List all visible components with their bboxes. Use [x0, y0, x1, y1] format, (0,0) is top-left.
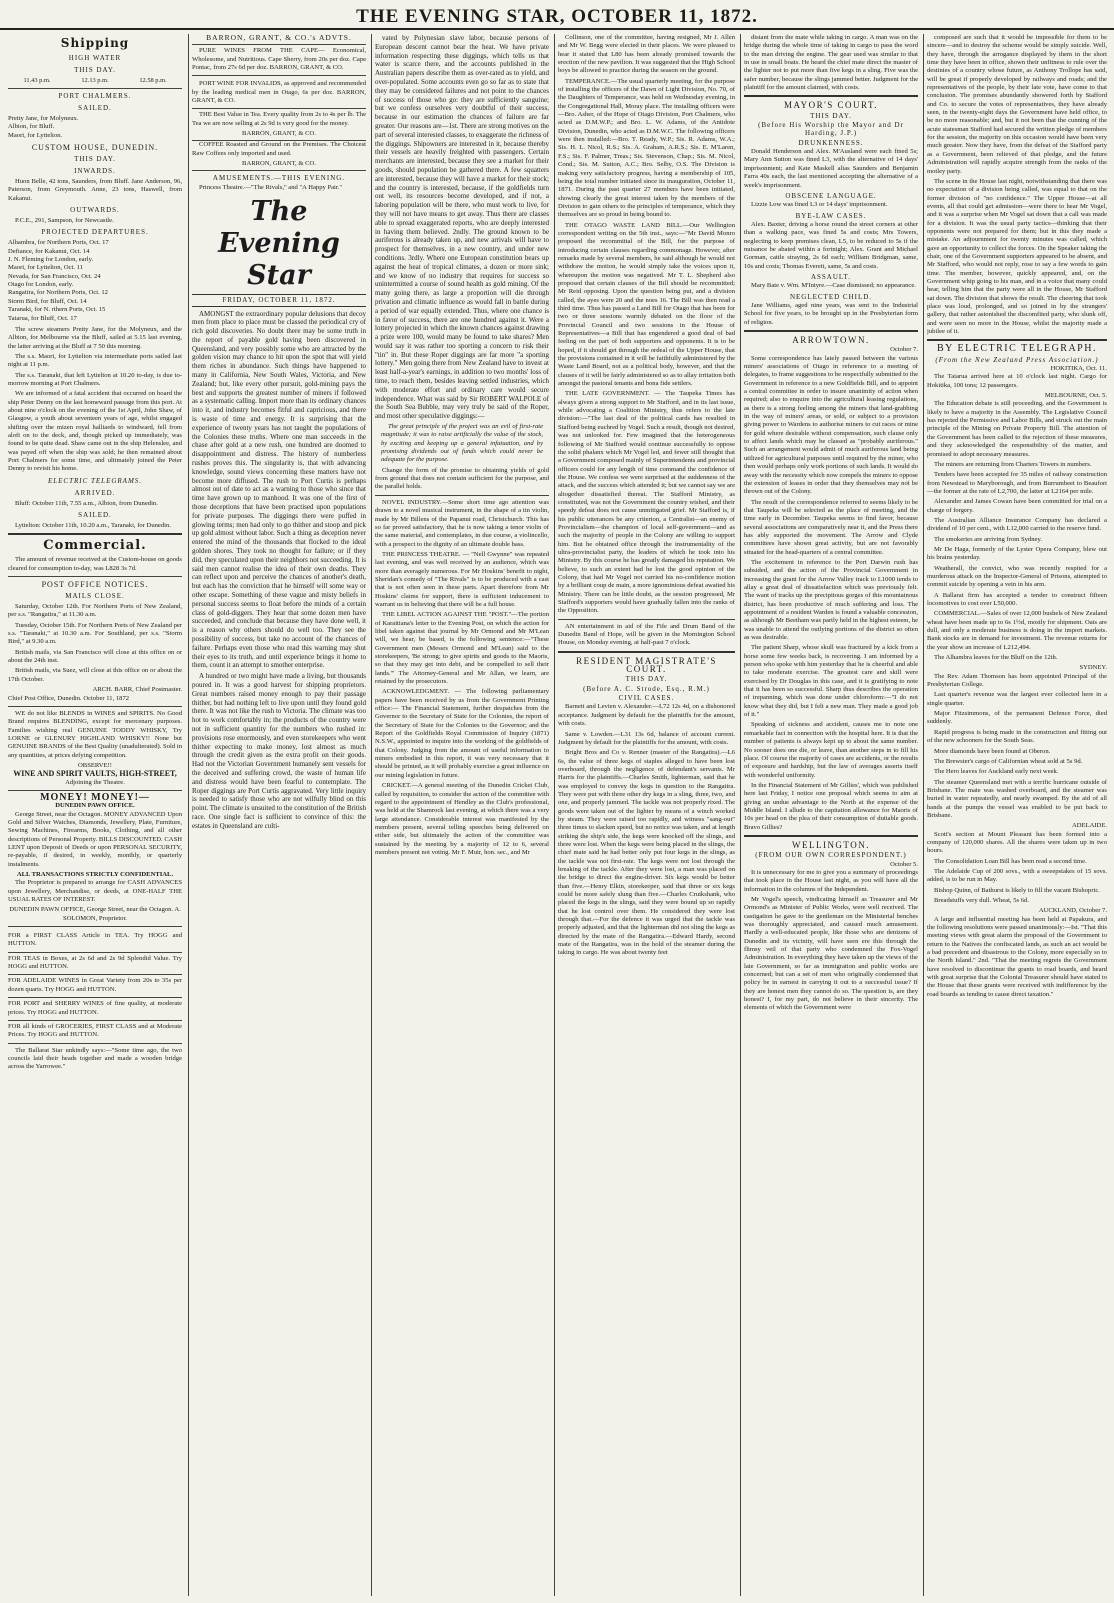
commercial-heading: Commercial. — [43, 538, 147, 554]
telegram-paragraph: The Consolidation Loan Bill has been read a second time. — [934, 857, 1087, 865]
correspondence-paragraph: It is unnecessary for me to give you a summary of proceedings that took place in the House last night, as you will have all the information in the columns of the Independent. — [744, 868, 918, 893]
dateline-auckland: AUCKLAND, October 7. — [1038, 907, 1107, 915]
hogg-hutton-advert: FOR PORT and SHERRY WINES of fine quality, at moderate prices. Try HOGG and HUTTON. — [8, 998, 182, 1021]
bye-law-label: BYE-LAW CASES. — [795, 211, 867, 220]
telegram-paragraph: Major Fitzsimmons, of the permanent Defence Force, died suddenly. — [927, 710, 1107, 726]
shipping-paragraph: The screw steamers Pretty Jane, for the Molyneux, and the Albion, for Melbourne via the Bluff, sailed at 5.15 last evening, the latter arriving at the Bluff at 7 50 this morning. — [8, 325, 182, 350]
sailed-label: SAILED. — [78, 511, 112, 520]
confidential-label: ALL TRANSACTIONS STRICTLY CONFIDENTIAL. — [16, 871, 174, 879]
column-rule — [554, 34, 555, 1596]
custom-house-heading: CUSTOM HOUSE, DUNEDIN. — [31, 143, 159, 153]
correspondence-paragraph: The scene in the House last night, notwithstanding that there was no expectation of a division being called, was equal to that on the former division of "no confidence." The Upper House—at all events, all that could get admission—were there to hear Mr Vogel, and it was a surprise when Mr Vogel sat down that a call was made for a division. It was the usual party tactics—thinking that their opponents were not prepared for them; but in this they made a mistake. An adjournment for twenty minutes was called, which gave an opportunity to collect the forces. On the Speaker taking the chair, one of the Government supporters appeared to be absent, and Mr Stafford, who would not reply, rose to say a few words to gain time. The member, however, quickly appeared, and, on the Government whip going to his man, and in a voice that many could hear, telling him that the party were all in the House, Mr Stafford sat down. The division that shows the result. The cheering that took place was loud, prolonged, and so joined in by the strangers' gallery, that rather astonished the discomfited party, who slunk off, and were seen no more in the House, whilst the majority made a jubilee of it. — [927, 177, 1107, 336]
telegram-paragraph: The Education debate is still proceeding, and the Government is likely to have a majority in the Assembly. The Legislative Council has rejected the Permissive and Labor Bills, and struck out the main principle of the Mining on Private Property Bill. The attention of the Government has been called to the rejection of these measures, and they acknowledged the responsibility of the matter, and promised to adopt necessary measures. — [927, 400, 1107, 458]
inwards-text: Huon Belle, 42 tons, Saunders, from Bluff. Jane Anderson, 96, Paterson, from Greymouth. Anne, 23 tons, Haswell, from Kakanui. — [8, 178, 182, 202]
departure-line: Otago for London, early. — [8, 281, 74, 289]
telegram-paragraph: The Australian Alliance Insurance Company has declared a dividend of 10 per cent., with L12,000 carried to the reserve fund. — [927, 516, 1107, 533]
tea-advert: THE Best Value in Tea. Every quality from 2s to 4s per lb. The Tea we are now selling at 2s 9d is very good for the money. — [192, 111, 366, 127]
departure-line: Rangatira, for Northern Ports, Oct. 12 — [8, 289, 108, 297]
commercial-text: The amount of revenue received at the Custom-house on goods cleared for consumption to-day, was L828 3s 7d. — [8, 556, 182, 572]
correspondence-paragraph: Mr Vogel's speech, vindicating himself as Treasurer and Mr Ormond's as Minister of Public Works, were well received. The castigation he gave to the gentleman on the Ministerial benches was thoroughly appreciated, and caused much amusement. Hardly a well-educated people, like those who are denizens of Dunedin and its vicinity, will have seen ere this through the flimsy veil of that party who condemned the Fox-Vogel Administration. In everything they have taken up the views of the late Government, so far as immigration and public works are concerned; but can a set of men who originally condemned that policy be in earnest in carrying it out to a successful issue? If they are honest men they cannot do so. The question is, are they honest? I, for my part, do not believe in their sincerity. The elements of which the Government were — [744, 896, 918, 1012]
wines-advert: WE do not like BLENDS in WINES and SPIRITS. No Good Brand requires BLENDING, except for mercenary purposes. Families wishing real GENUINE TODDY WHISKY, Try LORNE or GLENURY HIGHLAND WHISKY!! None but GENUINE BRANDS of the Best Quality (unadulterated). Sold in any quantities, at prices defying competition. — [8, 709, 182, 759]
wellington-date: October 5. — [890, 860, 918, 868]
sailed-label: SAILED. — [78, 104, 112, 112]
court-case: Bright Bros and Co v. Renner (master of the Rangatira).—L6 6s, the value of three kegs of staples alleged to have been lost overboard, through the negligence of defendant's servants. Mr Harris for the plaintiffs.—Charles Smith, lighterman, said that he was employed to convey the kegs in question to the Rangatira. They were put with three other dry kegs in a sling, three, two, and one, and properly jammed. The tackle was not properly rixed. The goods were taken out of the lighter by means of a winch worked by steam. They were raised too rapidly, and witness "sang-out" three times to slacken speed, but no notice was taken, and at length striking the ship's side, the kegs were knocked off the slings, and three were lost. When the kegs were being placed in the slings, the chief mate said he had better only put four kegs in the slings, as the tackle was not first-rate. The kegs were not lost through the breaking of the tackle. After they were lost, a man was placed on the bridge to direct the engine-driver. Six kegs would be better than five.—Henry Elkin, storekeeper, said that three or six kegs could be more safely slung than five.—Charles Cruikshank, who placed the kegs in the slings, said they were bound up so rapidly that he lost control over them. He considered they were lost through that.—For the defence it was urged that the tackle was properly adjusted, and that the lighterman did not sling the kegs as directed by the mate of the Rangatira.—Edward Hardy, second mate of the Rangatira, was in the hold of the steamer during the taking in cargo. He was about twenty feet — [558, 749, 735, 957]
news-paragraph: THE LIBEL ACTION AGAINST THE "POST."—The portion of Karaitiana's letter to the Evening Post, on which the action for libel taken against that journal by Mr Ormond and Mr M'Lean will, we hear, be based, is the following sentence:—"These Government men (Messrs Ormond and M'Lean) said to the storekeepers, 'Be strong; to give spirits and goods to the Maoris, so that they may get into debt, and be compelled to sell their lands.'" The Attorney-General and Mr Allan, we learn, are retained by the prosecutors. — [375, 611, 549, 686]
walpole-quote: The great principle of the project was an evil of first-rate magnitude; it was to raise artificially the value of the stock, by exciting and keeping up a general infatuation, and by promising dividends out of funds which could never be adequate for the purpose. — [381, 423, 543, 464]
ballarat-paragraph: The Ballarat Star unkindly says:—"Some time ago, the two councils laid their heads together and made a wooden bridge across the Yarrowee." — [8, 1046, 182, 1071]
resident-magistrate-heading: RESIDENT MAGISTRATE'S COURT. — [576, 655, 717, 675]
dateline-hokitika: HOKITIKA, Oct. 11. — [1050, 365, 1107, 373]
port-wine-advert: PORT WINE FOR INVALIDS, as approved and recommended by the leading medical men in Otago, 6s per doz. BARRON, GRANT, & CO. — [192, 78, 366, 109]
barron-grant-heading: BARRON, GRANT, & CO.'s ADVTS. — [192, 34, 366, 45]
telegram-paragraph: The Taiarua arrived here at 10 o'clock last night. Cargo for Hokitika, 100 tons; 12 passengers. — [927, 373, 1107, 389]
correspondence-paragraph: Some correspondence has lately passed between the various miners' associations of Otago in reference to a meeting of delegates, to frame suggestions to be respectfully submitted to the Government in reference to a new Goldfields Bill, and to appoint a central committee in order to insure unanimity of action when required; also to enquire into the agricultural leasing regulations, as there is a strong feeling among the miners that land-grabbing in the way of miners' areas, or sold, or subject to a provision giving power to Wardens to authorise miners to cut races or mine for gold where desirable without compensation, such clause only to affect lands which may be classed as "probably auriferous." Such an arrangement would admit of much auriferous land being utilized for agricultural purposes until required by the miner, who then would perhaps only work portions of such lands. It would do away with the necessity which now compels the miners to oppose the extension of leases in order that they themselves may not be thrown out of the Colony. — [744, 354, 918, 496]
court-case: Lizzie Low was fined L3 or 14 days' imprisonment. — [751, 201, 888, 209]
this-day-label: THIS DAY. — [74, 155, 116, 164]
dateline-sydney: SYDNEY. — [1079, 664, 1107, 672]
tea-advert-signature: BARRON, GRANT, & CO. — [192, 130, 366, 141]
departure-line: Taranaki, for N. rthern Ports, Oct. 15 — [8, 306, 106, 314]
telegram-paragraph: Scott's section at Mount Pleasant has been formed into a company of 120,000 shares. All the shares were taken up in two hours. — [927, 830, 1107, 855]
news-paragraph: THE PRINCESS THEATRE. — "Nell Gwynne" was repeated last evening, and was well received by an audience, which was more than averagely numerous. For Mr Hoskins' benefit to night, Sheridan's comedy of "The Rivals" is to be produced with a cast that is not often seen in these parts. Apart therefore from Mr Hoskins' claims for support, there is sufficient inducement to warrant us in believing that there will be a full house. — [375, 550, 549, 608]
arrived-text: Bluff: October 11th, 7.55 a.m., Albion, from Dunedin. — [15, 499, 158, 507]
wellington-heading: WELLINGTON. — [791, 839, 871, 850]
news-paragraph: THE LATE GOVERNMENT. — The Taupeka Times has always given a strong support to Mr Stafford, and in its last issue, while advocating a Coalition Ministry, thus refers to the late division:—"The last deal of the political cards has resulted in Stafford being euchred by Vogel. Such a result, though not desired, was not unlooked for. Few imagined that the heterogeneous following of Mr Stafford would continue successfully to oppose the solid phalanx which Mr Vogel led, and fewer still thought that a Government composed mainly of Superintendents and provincial officers could for any length of time command the confidence of the House. We confess we were surprised at the suddenness of the attack, and the success which attended it; but we cannot say we are altogether dissatisfied thereat. The Stafford Ministry, as constituted, was not the Government the country wished, and their speedy defeat does not cause unmitigated grief. Mr Stafford is, if his public utterances be any criterion, a Centralist—an enemy of Provincialism—the champion of local self-government—and as such the majority of people in the Colony are willing to support him. But he obtained office through the instrumentality of the ultra-provincialist party, the leaders of which he took into his Ministry. By this course he has greatly damaged his reputation. We believe, to such an extent had he lost the good opinion of the Colony, that had Mr Vogel not carried his no-confidence motion by a brilliant coup de main, a more ignominious defeat awaited his Ministry. There can be little doubt, as the session progressed, Mr Stafford's supporters would have gradually fallen into the ranks of the Opposition. — [558, 390, 735, 615]
hogg-hutton-advert: FOR all kinds of GROCERIES, FIRST CLASS and at Moderate Prices. Try HOGG and HUTTON. — [8, 1021, 182, 1044]
press-association-label: (From the New Zealand Press Association.) — [935, 355, 1099, 364]
post-notice: Tuesday, October 15th. For Northern Ports of New Zealand per s.s. "Taranaki," at 10.30 a.m. For Southland, per s.s. "Storm Bird," at 9.30 a.m. — [8, 621, 182, 646]
high-water-heading: HIGH WATER — [68, 54, 122, 62]
pawn-office-text: George Street, near the Octagon. MONEY ADVANCED Upon Gold and Silver Watches, Diamonds, Jewellery, Plate, Furniture, Sewing Machines, Firearms, Books, Clothing, and all other descriptions of Personal Property. BILLS DISCOUNTED. CASH LENT upon Deposit of Deeds or upon PERSONAL SECURITY, re-payable, if desired, in weekly, monthly, or quarterly instalments. — [8, 810, 182, 868]
civil-cases-label: CIVIL CASES. — [618, 694, 675, 703]
news-paragraph: THE OTAGO WASTE LAND BILL.—Our Wellington correspondent writing on the 5th inst., says:—"Mr David Monro proposed the recommittal of the Bill, for the purpose of introducing certain clauses regarding commonage. However, after remarks made by several members, he said although he would not withdraw the motion, he would simply take the voices upon it, whereupon the motion was negatived. Mr T. L. Shepherd also proposed that certain clauses of the Bill should be recommitted; Mr Reid opposing. Upon the question being put, and a division called, the ayes were 20 and the noes 16. The Bill was then read a third time. Thus has passed a Land Bill for Otago that has been for two or three sessions warmly debated on the floor of the Provincial Council and two sessions in the House of Representatives—a Bill that has engendered a good deal of bad feeling on the part of both supporters and opponents. It is to be hoped, if it should get through the ordeal of the Upper House, that the provisions contained in it will be faithfully administered by the Waste Land Board, not as a political body, however, and that the clauses of it will be fairly administered so as to allay irritation both amongst the pastoral tenants and bona fide settlers. — [558, 221, 735, 388]
post-office-date: Chief Post Office, Dunedin. October 11, 1872 — [8, 694, 130, 702]
telegrams-heading: ELECTRIC TELEGRAMS. — [47, 476, 143, 485]
electric-telegraph-heading: BY ELECTRIC TELEGRAPH. — [937, 343, 1097, 355]
post-notice: Saturday, October 12th. For Northern Ports of New Zealand, per s.s. "Rangatira," at 11.30 a.m. — [8, 603, 182, 619]
telegram-paragraph: The Brewster's cargo of Californian wheat sold at 5s 9d. — [934, 757, 1083, 765]
post-notice: British mails, via Suez, will close at this office on or about the 17th October. — [8, 667, 182, 683]
telegram-paragraph: A large and influential meeting has been held at Papakura, and the following resolutions were passed unanimously:—Ist. "That this meeting views with great alarm the proposal of the Government to return to the Natives the confiscated lands, as such an act would be a bad precedent and disastrous to the Colony, more especially so to the North Island." 2nd. "That the meeting regrets the Government have resolved to discontinue the grants to road boards, and heard with great surprise that the Colonial Treasurer should have stated to the House that these grants were received with indifference by the road boards as tending to cause direct taxation." — [927, 915, 1107, 998]
amusements-text: Princess Theatre.—"The Rivals," and "A Happy Pair." — [199, 183, 343, 191]
mails-close-label: MAILS CLOSE. — [65, 592, 125, 601]
column-4 — [558, 34, 735, 1596]
leader-paragraph: AMONGST the extraordinary popular delusions that decoy men from place to place must be classed the periodical cry of rich gold discoveries. No doubt there may be some truth in the report of payable gold having been discovered in Queensland, and very possibly some who are attracted by the golden vision may chance to hit upon the spot that will yield them riches in abundance. Such things have happened to many in California, New South Wales, Victoria, and New Zealand; but, like every other pursuit, gold-mining pays the best and supports the greatest number of miners if followed as a systematic calling. Import more than its ordinary chances into it, and industry becomes fitful and capricious, and there is waste of time and energy. It is surprising that the experience of twenty years has not taught the populations of the Colonies these truths. Where one man succeeds in the chase after gold at a new rush, one hundred are doomed to disappointment and distress. The history of numberless rushes proves this. The singularity is, that with advancing knowledge, sound views concerning these matters have not become more diffused. The rush to Port Curtis is perhaps almost out of date to act as a warning to those who since that time have grown up to manhood. It was one of the first of those deceptions that have been practised upon populations for private purposes. The diggings there were puffed in glowing terms; men had only to go thither and stoop and pick up gold almost without labor. Such a thing as deception never entered the mind of the thousands that flocked to the ideal golden shores. They took no thought for failure; or if they did, they speculated upon their neighbors not succeeding. It is said men cannot realise the idea of their own deaths. They can reflect upon and perceive the chances of another's death, but each has the conviction that he himself will some way or other escape. Something of these vague and misty beliefs in personal success seems to float before the minds of a certain class of gold-diggers. They hear that some dozen men have succeeded, and conclude that because they have done well, it is a reason why others should do well too. They see the possibility of success, but take no account of the chances of failure. Perhaps even those who read this warning may shut their eyes to its truth, and until experience brings it home to them, count it an attempt to smother enterprise. — [192, 309, 366, 670]
telegram-paragraph: A Ballarat firm has accepted a tender to construct fifteen locomotives to cost over L50,000. — [927, 591, 1107, 607]
outwards-text: P.C.E., 291, Sampson, for Newcastle. — [15, 217, 114, 225]
arrived-label: ARRIVED. — [74, 488, 116, 497]
correspondence-paragraph: In the Financial Statement of Mr Gillies', which was published here last Friday, I notice one proposal which seems to aim at giving an undue advantage to the North at the expense of the Middle Island. I allude to the capitation allowance for Maoris of 10s per head on the plea of their consumption of dutiable goods. Bravo Gillies? — [744, 781, 918, 831]
telegram-paragraph: The steamer Queensland met with a terrific hurricane outside of Brisbane. The mate was washed overboard, and the steamer was buried in water repeatedly, and nearly swamped. By the aid of all hands at the pumps the vessel was enabled to be put back to Brisbane. — [927, 778, 1107, 819]
this-day-label: THIS DAY. — [74, 66, 116, 74]
leader-paragraph: vated by Polynesian slave labor, because persons of European descent cannot bear the heat. We have private information respecting these diggings, which tells us that water is scarce there, and the accounts published in the Australian papers describe them as over-rated as to yield, and over-populated. Some accounts even go so far as to state that they may be considered failures and not point to the chances of success of those who go: they are sufficiently sanguine; but we confess ourselves very doubtful of their success, because in our estimation the chances of failure are far greater. Our reasons are—1st. There are strong motives on the part of several interested classes, to exaggerate the richness of the diggings. Shipowners are interested in it, because thereby their vessels are heavily freighted with passengers. Certain merchants are interested, because they see a market for their goods, should population be gathered there. A few squatters are interested, because they will have a market for their stock; and the country is interested, because, if the goldfields turn out well, its resources become developed, and if not, a laboring population will be there, who must work to live, for they will not have means to get away. Thus there are classes able to spread exaggerated reports, who are deeply interested in having them believed. 2ndly. The ground known to be auriferous is already taken up, and new arrivals will have to prospect for themselves, in a new country, and under new conditions. 3rdly. Where one European constitution bears up against the heat of tropical climates, a dozen or more sink; and we know of no industry that requires for success so unintermitted a course of sound health as gold mining. Of the many going there, as large a proportion will die through privation and climatic influence as would fall in battle during a period of war equally extended. Thus, where one chance is in favor of success, there are one hundred against it. Were a lottery projected in which the known chances against drawing a prize were 100, would many be found to take shares? Men would say it was rather too sporting a concern to risk their "tin" in. But these Roper diggings are far more "a sporting lottery." Men going there from New Zealand have to invest at least half-a-year's earnings, in addition to two months' loss of time, to reach them, besides leaving settled industries, which with moderate effort and ordinary care would secure independence. What was said by Sir ROBERT WALPOLE of the South Sea Bubble, may very truly be said of the Roper, and most other speculative diggings:— — [375, 34, 549, 421]
arrowtown-date: October 7. — [890, 346, 918, 354]
inwards-label: INWARDS. — [74, 167, 116, 176]
time-port-chalmers: 12.13 p.m. — [81, 77, 109, 84]
time-heads: 11.43 p.m. — [23, 77, 51, 84]
court-case: Alex. Baxter, driving a horse round the street corners at other than a walking pace, was fined 5s and costs; Mrs Towers, neglecting to keep premises clean, L5, to be reduced to 5s if the nuisance be abated within a fortnight; Alex. Grant and Michael Gorman, cattle straying, 2s 6d each; William Bridgman, same, 10s and costs; Thomas Everett, same, 5s and costs. — [744, 220, 918, 270]
high-water-times — [8, 77, 182, 85]
dateline-adelaide: ADELAIDE. — [1072, 822, 1107, 830]
telegram-paragraph: Bishop Quinn, of Bathurst is likely to fill the vacant Bishopric. — [934, 886, 1100, 894]
post-office-heading: POST OFFICE NOTICES. — [41, 580, 149, 590]
shipping-heading: Shipping — [60, 36, 130, 50]
hogg-hutton-advert: FOR ADELAIDE WINES in Great Variety from 20s to 35s per dozen quarts. Try HOGG and HUTTON. — [8, 975, 182, 998]
telegram-paragraph: Weatherall, the convict, who was recently respited for a murderous attack on the Inspector-General of Prisons, attempted to commit suicide by opening a vein in his arm. — [927, 564, 1107, 589]
news-paragraph: ACKNOWLEDGMENT. — The following parliamentary papers have been received by us from the Government Printing office:— The Financial Statement, further despatches from the Governor to the Secretary of State for the Colonies, the report of the Secretary of State for the Colonies to the Governor; and the Report of the Goldfields Royal Commission of Inquiry (1871) N.S.W., appointed to inquire into the working of the goldfields of that Colony. Judging from the amount of useful information to miners embodied in this report, it was very necessary that it should be printed, as it will probably exercise a great influence on our mining legislation in future. — [375, 688, 549, 779]
news-paragraph: CRICKET.—A general meeting of the Dunedin Cricket Club, called by requisition, to consider the action of the committee with regard to the appointment of Hendley as the Club's professional, was held at the Shamrock last evening, at which there was a very large attendance. Considerable interest was manifested by the members present, several telling speeches being delivered on either side, but ultimately the action of the committee was sustained by the meeting by a majority of 12 to 6, several members present not voting. Mr F. Muir, hon. sec., and Mr — [375, 782, 549, 856]
pawn-office-label: DUNEDIN PAWN OFFICE. — [55, 802, 135, 810]
coffee-advert-signature: BARRON, GRANT, & CO. — [192, 160, 366, 171]
post-notice: British mails, via San Francisco will close at this office on or about the 24th inst. — [8, 648, 182, 665]
departure-line: Defiance, for Kakanui, Oct. 14 — [8, 247, 90, 255]
outwards-label: OUTWARDS. — [70, 206, 120, 215]
hogg-hutton-advert: FOR TEAS in Boxes, at 2s 6d and 2s 9d Splendid Value. Try HOGG and HUTTON. — [8, 953, 182, 976]
sailed-line: Albion, for Bluff. — [8, 123, 55, 131]
telegram-paragraph: Last quarter's revenue was the largest ever collected here in a single quarter. — [927, 691, 1107, 707]
departure-line: Maori, for Lyttelton, Oct. 11 — [8, 264, 84, 272]
sailed-line: Maori, for Lyttelton. — [8, 131, 63, 139]
telegram-paragraph: Tenders have been accepted for 35 miles of railway construction from Newstead to Maryborough, and from Burrumbeet to Beaufort—the former at the rate of L2,700, the latter at L2164 per mile. — [927, 471, 1107, 495]
leader-paragraph: Change the form of the promise to obtaining yields of gold from ground that does not contain sufficient for the purpose, and the parallel holds. — [375, 466, 549, 491]
correspondence-paragraph: The result of the correspondence referred to seems likely to be that Taupeka will be selected as the place of meeting, and the time early in December. Taupeka seems to find favor, because several associations are comparatively near it, and the Press there has ably supported the movement. The Arrow and Clyde committees have shown great activity, but are not favorably situated for the head-quarters of a central committee. — [744, 498, 918, 556]
departure-line: Taiarua, for Bluff, Oct. 17 — [8, 314, 77, 322]
correspondence-paragraph: Speaking of sickness and accident, causes me to note one remarkable fact in connection with the hospital here. It is that the number of patients is always kept up to about the same number. No sooner does one die, or leave, than another steps in to fill his place. Of course the majority of cases are accidents, or the results of exposure and hardship, but the law of averages asserts itself with wonderful uniformity. — [744, 721, 918, 779]
column-rule — [923, 34, 924, 1596]
column-rule — [371, 34, 372, 1596]
newspaper-title: THE EVENING STAR, OCTOBER 11, 1872. — [356, 6, 758, 27]
news-paragraph: NOVEL INDUSTRY.—Some short time ago attention was drawn to a novel musical instrument, in the shape of a tin violin, made by Mr Billens of the Papanui road, Christchurch. This has so far proved satisfactory, that he is now taking a tenor violin of the same material, and contemplates, in due course, a violincello, with a prospect to the dignity of an ultimate double bass. — [375, 498, 549, 548]
dateline-melbourne: MELBOURNE, Oct. 5. — [1044, 392, 1107, 400]
telegram-paragraph: Alexander and James Cowan have been committed for trial on a charge of forgery. — [927, 498, 1107, 514]
telegram-paragraph: COMMERCIAL.—Sales of over 12,000 bushels of New Zealand wheat have been made up to 6s 1½d, mostly for shipment. Oats are dull, and only a moderate business is doing in the import markets. Bank stocks are in demand for investment. The revenue returns for the year show an increase of L212,494. — [927, 610, 1107, 651]
telegram-paragraph: The Adelaide Cup of 200 sovs., with a sweepstakes of 15 sovs. added, is to be run in May. — [927, 867, 1107, 884]
projected-departures-label: PROJECTED DEPARTURES. — [41, 228, 149, 237]
telegram-paragraph: Mr De Haga, formerly of the Lyster Opera Company, blew out his brains yesterday. — [927, 545, 1107, 562]
news-paragraph: TEMPERANCE.—The usual quarterly meeting, for the purpose of installing the officers of the Dawn of Light Division, No. 70, of the Daughters of Temperance, was held on Wednesday evening, in the Congregational Hall, Moray place. The installing officers were—Bro. Asher, of the Hope of Otago Division, Port Chalmers, who acted as D.M.W.P.; and Bro. L. W. Adams, of the Antidote Division, Dunedin, who acted as D.M.W.C. The following officers were then installed:—Bro. T. Ready, W.P.; Sis. R. Adams, W.A.; Sis. H. L. Nicol, R.S.; Sis. A. Graham, A.R.S.; Sis. E. M'Laren, F.S.; Sis. F. Palmer, Treas.; Sis. Stevenson, Chap.; Sis. M. Nicol, Cond.; Sis. M. Sutton, A.C.; Bro. Selby, O.S. The Division is making very satisfactory progress, having a membership of 105, being the total number initiated since its inauguration, October 11, 1871. During the past quarter 27 members have been initiated, showing clearly the great interest taken by the members of the Division to gain others to the principles of temperance, which they themselves are so proud in being bound to. — [558, 77, 735, 219]
postmaster-signature: ARCH. BARR, Chief Postmaster. — [92, 686, 182, 694]
column-3 — [375, 34, 549, 1596]
masthead — [0, 6, 1114, 30]
rm-before-label: (Before A. C. Strode, Esq., R.M.) — [583, 684, 710, 693]
shipping-paragraph: The s.s. Maori, for Lyttelton via intermediate ports sailed last night at 11 p.m. — [8, 352, 182, 369]
vaults-label: WINE AND SPIRIT VAULTS, HIGH-STREET, — [13, 769, 177, 779]
shipping-paragraph: We are informed of a fatal accident that occurred on board the ship Peter Denny on the last homeward passage from this port. At about nine o'clock on the evening of the 1st April, John Shaw, of Glasgow, a youth about seventeen years of age, whilst engaged shifting over the mizen royal halliards to windward, fell from aloft on to the deck, and, though picked up immediately, was found to be quite dead. Shaw came out in the ship Helenslee, and was payed off when the ship was sold; he then remained about Port Chalmers for some time, and ultimately joined the Peter Denny to revisit his home. — [8, 390, 182, 473]
column-1 — [8, 34, 182, 1596]
pawn-signature: DUNEDIN PAWN OFFICE, George Street, near the Octagon. A. SOLOMON, Proprietor. — [9, 906, 181, 922]
news-paragraph: Collinson, one of the committee, having resigned, Mr J. Allen and Mr W. Begg were elected in their places. We were pleased to hear it stated that L80 has been already promised towards the erection of the new pavilion. It was suggested that the High School boys be allowed to practice during the season on the ground. — [558, 34, 735, 75]
telegram-paragraph: The Hero leaves for Auckland early next week. — [934, 768, 1059, 776]
dateline: FRIDAY, OCTOBER 11, 1872. — [192, 294, 366, 306]
adjoining-label: Adjoining the Theatre. — [65, 778, 125, 786]
mayor-day-label: THIS DAY. — [810, 111, 852, 120]
correspondence-paragraph: composed are such that it would be impossible for them to be sincere—and to destroy the scheme would be simply suicide. Well, they have, through the arrogance displayed by them in the short time they have been in office, shown their unfitness to rule over the destinies of a country whose future, as Anthony Trollope has said, will be great if properly developed by railways and roads; and the representatives of the people, by their late vote, have come to that conclusion. The promises abundantly showered forth by Stafford and Co. to secure the votes of representatives, they have already seen, in the twenty-eight days the Government have held office, to be no more reasonable; and, but it not been that the cunning of the acute statesman Stafford had secured the written pledge of members for the session, the majority on this occasion would have been very much greater. Now they have, from the defeat of the Stafford party as a Government, been relieved of that pledge, and the future Administration will rapidly acquire strength from the ranks of the motley party. — [927, 34, 1107, 175]
court-case: distant from the mate while taking in cargo. A man was on the bridge during the whole time of taking in cargo to pass the word to the man driving the engine. The gear used was similar to that in use in small boats. He heard the chief mate direct the master of the lighter not to put more than five kegs in a sling. Five was the safer number, because the slings jammed better. Judgment for the plaintiff for the amount claimed, with costs. — [744, 34, 918, 92]
hogg-hutton-advert: FOR a FIRST CLASS Article in TEA. Try HOGG and HUTTON. — [8, 930, 182, 953]
time-dunedin: 12.58 p.m. — [139, 77, 167, 84]
departure-line: Alhambra, for Northern Ports, Oct. 17 — [8, 239, 109, 247]
observe-label: OBSERVE!! — [78, 761, 112, 769]
coffee-advert: COFFEE Roasted and Ground on the Premises. The Choicest Raw Coffees only imported and used. — [192, 141, 366, 157]
own-correspondent-label: (FROM OUR OWN CORRESPONDENT.) — [755, 851, 907, 860]
court-case: Donald Henderson and Alex. M'Ausland were each fined 5s; Mary Ann Sutton was fined L3, with the alternative of 14 days' imprisonment; and Kate Maskell alias Saunders and Benjamin Farra 40s each, the last mentioned accepting the alternative of a week's imprisonment. — [744, 148, 918, 189]
telegram-paragraph: More diamonds have been found at Oberon. — [934, 747, 1051, 755]
proprietor-text: The Proprietor is prepared to arrange for CASH ADVANCES upon Jewellery, Merchandise, or deeds, at ONE-HALF THE USUAL RATES OF INTEREST. — [8, 879, 182, 904]
sailed-line: Pretty Jane, for Molyneux. — [8, 115, 79, 122]
amusements-heading: AMUSEMENTS.—THIS EVENING. — [212, 174, 346, 183]
news-paragraph: AN entertainment in aid of the Fife and Drum Band of the Dunedin Band of Hope, will be given in the Mornington School House, on Monday evening, at half-past 7 o'clock. — [558, 622, 735, 647]
telegram-paragraph: The smokeries are arriving from Sydney. — [934, 535, 1042, 543]
neglected-child-label: NEGLECTED CHILD. — [789, 292, 873, 301]
money-heading: MONEY! MONEY!— — [40, 791, 150, 803]
telegram-paragraph: The miners are returning from Charters Towers in numbers. — [934, 460, 1092, 468]
column-2 — [192, 34, 366, 1596]
mayor-before-label: (Before His Worship the Mayor and Dr Harding, J.P.) — [758, 121, 904, 138]
correspondence-paragraph: The excitement in reference to the Port Darwin rush has subsided, and the action of the Provincial Government in increasing the grant for the Arrow Valley track to L1000 tends to allay a great deal of dissatisfaction which was previously felt. The want of tracks up the precipitous gorges of this mountainous district, has been productive of much suffering and loss. The appointment of a resident Warden is found a valuable concession, as although Mr Beetham was partly held in the highest esteem, he was unable to attend the outlying portions of the district so often as was desirable. — [744, 558, 918, 642]
telegram-paragraph: The Alhambra leaves for the Bluff on the 12th. — [934, 654, 1058, 662]
court-case: Same v. Lowden.—L31 13s 6d, balance of account current. Judgment by default for the plaintiffs for the amount, with costs. — [558, 730, 735, 746]
column-5 — [744, 34, 918, 1596]
sailed-text: Lyttelton: October 11th, 10.20 a.m., Taranaki, for Dunedin. — [15, 522, 171, 530]
cape-wines-advert: PURE WINES FROM THE CAPE— Economical, Wholesome, and Nutritious. Cape Sherry, from 20s per doz. Cape Pontac, from 27s 6d per doz. BARRON, GRANT, & CO. — [192, 45, 366, 76]
telegram-paragraph: Breadstuffs very dull. Wheat, 5s 6d. — [934, 897, 1029, 904]
rm-day-label: THIS DAY. — [625, 675, 668, 684]
shipping-paragraph: The s.s. Taranaki, that left Lyttelton at 10.20 to-day, is due to-morrow morning at Port Chalmers. — [8, 371, 182, 387]
column-rule — [188, 34, 189, 1596]
mayors-court-heading: MAYOR'S COURT. — [783, 100, 879, 111]
column-rule — [740, 34, 741, 1596]
court-case: Barnett and Levien v. Alexander.—L72 12s 4d, on a dishonored acceptance. Judgment by default for the plaintiffs for the amount, with costs. — [558, 703, 735, 728]
court-case: Jane Williams, aged nine years, was sent to the Industrial School for five years, to be brought up in the Presbyterian form of religion. — [744, 301, 918, 326]
telegram-paragraph: The Rev. Adam Thomson has been appointed Principal of the Presbyterian College. — [927, 672, 1107, 689]
drunkenness-label: DRUNKENNESS. — [798, 138, 864, 147]
departure-line: Nevada, for San Francisco, Oct. 24 — [8, 272, 101, 280]
port-chalmers-heading: PORT CHALMERS. — [58, 92, 132, 100]
obscene-language-label: OBSCENE LANGUAGE. — [785, 191, 877, 200]
departure-line: J. N. Fleming for London, early. — [8, 256, 94, 264]
assault-label: ASSAULT. — [810, 272, 852, 281]
arrowtown-heading: ARROWTOWN. — [792, 335, 870, 345]
departure-line: Storm Bird, for Bluff, Oct. 14 — [8, 297, 87, 305]
correspondence-paragraph: The patient Sharp, whose skull was fractured by a kick from a horse some few weeks back, is recovering. I am informed by a person who spoke with him yesterday that he is cheerful and able to take moderate exercise. The greatest care and skill were exercised by Dr Douglas in this case, and it is gratifying to note that it has been so successful. Sharp thus describes the operation of trepanning, which was done under chloroform:—"I do not know what they did, but I felt a new man. They made a good job of it." — [744, 644, 918, 719]
column-6 — [927, 34, 1107, 1596]
court-case: Mary Bate v. Wm. M'Intyre.—Case dismissed; no appearance. — [751, 282, 916, 290]
telegram-paragraph: Rapid progress is being made in the construction and fitting out of the new schooners for the South Seas. — [927, 728, 1107, 745]
evening-star-title: The Evening Star — [218, 196, 340, 292]
leader-paragraph: A hundred or two might have made a living, but thousands poured in. It was a good harvest for shipping proprietors. Great numbers raised money enough to pay their passage thither, but had nothing left to live upon until they found gold there. It was not like the rush to Victoria. The climate was too hot to work comfortably in; the products of the country were not in sufficient quantity for the numbers who rushed in: provisions rose enormously, and even storekeepers who went thither expecting to make money, lost almost as much through the credit given as the extra profit on their goods. Had not the Victorian Government humanely sent vessels for the deceived and suffering crowd, the waste of human life and distress would have been fearful to contemplate. The Roper diggings are Port Curtis aggravated. Very little inquiry is needed to satisfy those who are not wilfully blind on this point. The climate is unsuited to the constitution of the British race. One single fact is sufficient to convince of this: the estates in Queensland are culti- — [192, 672, 366, 830]
